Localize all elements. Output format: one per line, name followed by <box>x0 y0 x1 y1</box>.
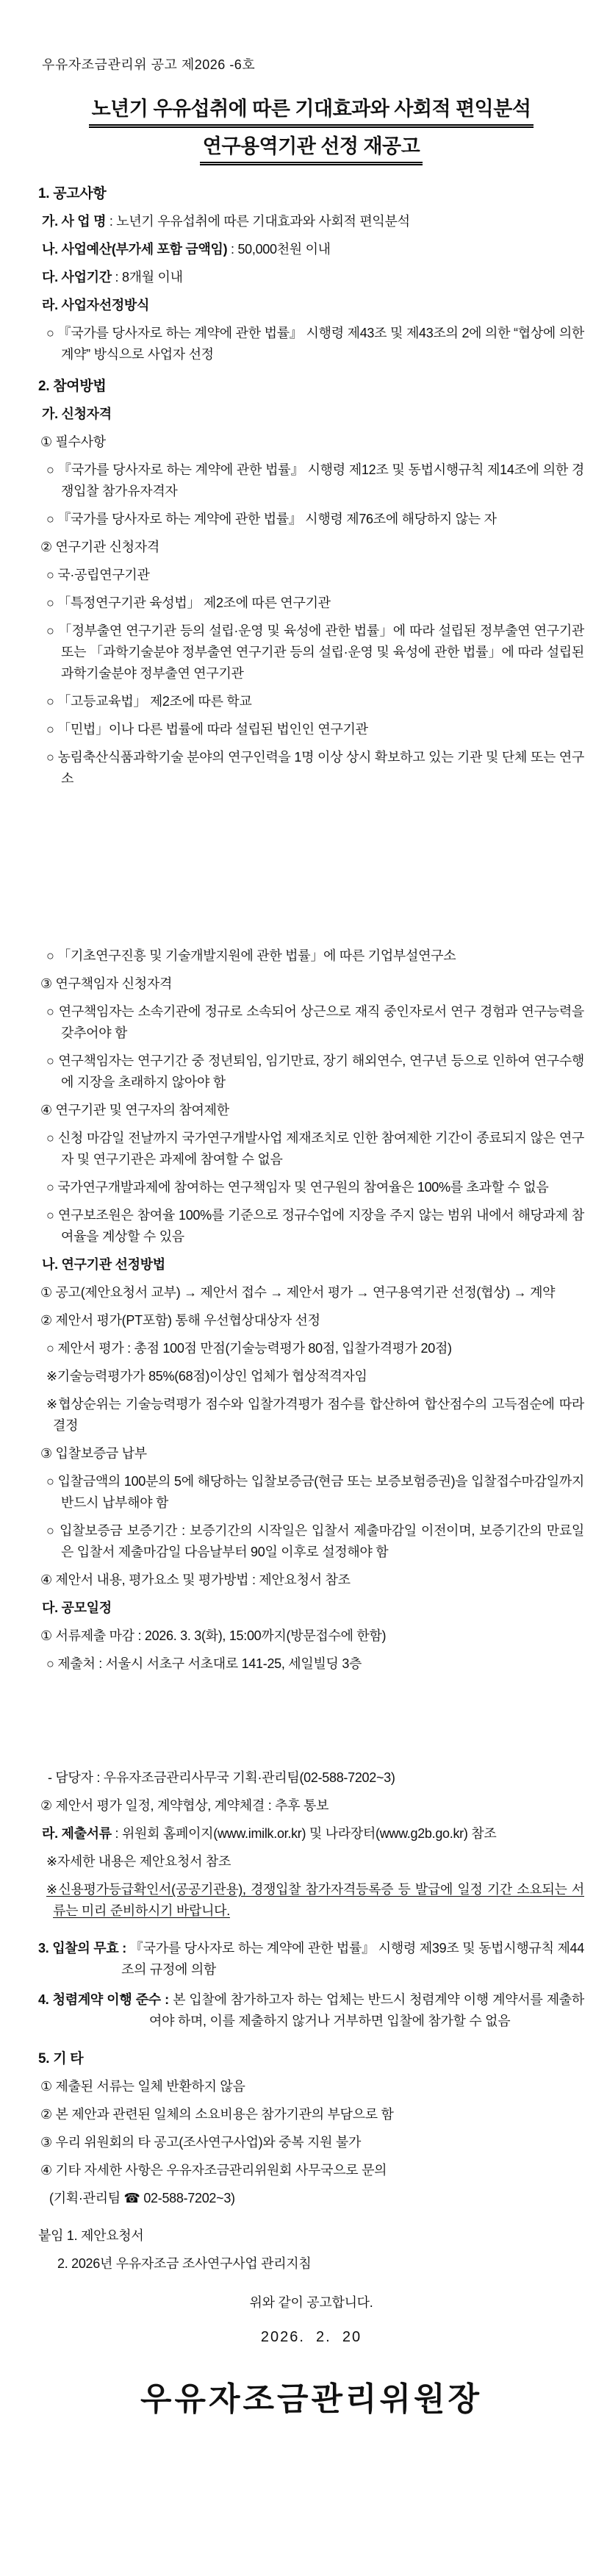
doc-line-39: ○ 제출처 : 서울시 서초구 서초대로 141-25, 세일빌딩 3층 <box>46 1656 362 1671</box>
doc-line-29: ② 제안서 평가(PT포함) 통해 우선협상대상자 선정 <box>40 1313 320 1328</box>
doc-line-11: ○ 『국가를 당사자로 하는 계약에 관한 법률』 시행령 제76조에 해당하지 않는 자 <box>46 512 497 526</box>
section-1-heading: 1. 공고사항 <box>38 186 107 201</box>
line-label: 라. 제출서류 <box>42 1826 112 1841</box>
doc-line-28: ① 공고(제안요청서 교부) → 제안서 접수 → 제안서 평가 → 연구용역기관 선정(협상) → 계약 <box>40 1285 556 1300</box>
doc-line-26: ○ 연구보조원은 참여율 100%를 기준으로 정규수업에 지장을 주지 않는 범위 내에서 해당과제 참여율을 계상할 수 있음 <box>46 1208 584 1244</box>
doc-line-48: ① 제출된 서류는 일체 반환하지 않음 <box>40 2079 245 2094</box>
documents-line <box>38 1823 584 1845</box>
line-value: : 노년기 우유섭취에 따른 기대효과와 사회적 편익분석 <box>106 214 410 229</box>
schedule-heading: 다. 공모일정 <box>42 1600 112 1615</box>
announcement-date: 2026. 2. 20 <box>260 2329 362 2345</box>
project-name-line <box>38 211 584 232</box>
doc-line-41: ② 제안서 평가 일정, 계약협상, 계약체결 : 추후 통보 <box>40 1798 329 1813</box>
doc-line-44: ※신용평가등급확인서(공공기관용), 경쟁입찰 참가자격등록증 등 발급에 일정 기간 소요되는 서류는 미리 준비하시기 바랍니다. <box>46 1882 584 1918</box>
doc-line-6: ○ 『국가를 당사자로 하는 계약에 관한 법률』 시행령 제43조 및 제43조의 2에 의한 “협상에 의한 계약” 방식으로 사업자 선정 <box>46 326 584 362</box>
contact-phone-line: (기획·관리팀 ☎ 02-588-7202~3) <box>49 2191 235 2205</box>
document-title-line2: 연구용역기관 선정 재공고 <box>38 132 584 165</box>
doc-line-31: ※기술능력평가가 85%(68점)이상인 업체가 협상적격자임 <box>46 1369 367 1384</box>
doc-line-21: ○ 연구책임자는 소속기관에 정규로 소속되어 상근으로 재직 중인자로서 연구 경험과 연구능력을 갖추어야 함 <box>46 1004 584 1040</box>
doc-line-33: ③ 입찰보증금 납부 <box>40 1446 147 1461</box>
contact-line: - 담당자 : 우유자조금관리사무국 기획·관리팀(02-588-7202~3) <box>48 1770 395 1785</box>
line-label: 다. 사업기간 <box>42 270 112 285</box>
doc-line-14: ○ 「특정연구기관 육성법」 제2조에 따른 연구기관 <box>46 595 331 610</box>
line-label: 3. 입찰의 무효 : <box>38 1941 130 1956</box>
doc-line-9: ① 필수사항 <box>40 434 106 449</box>
doc-line-10: ○ 『국가를 당사자로 하는 계약에 관한 법률』 시행령 제12조 및 동법시행규칙 제14조에 의한 경쟁입찰 참가유자격자 <box>46 462 584 498</box>
doc-line-18: ○ 농림축산식품과학기술 분야의 연구인력을 1명 이상 상시 확보하고 있는 기관 및 단체 또는 연구소 <box>46 750 584 786</box>
selection-process-heading: 나. 연구기관 선정방법 <box>42 1257 165 1272</box>
line-label: 라. 사업자선정방식 <box>42 298 150 312</box>
doc-line-49: ② 본 제안과 관련된 일체의 소요비용은 참가기관의 부담으로 함 <box>40 2107 394 2122</box>
document-title <box>38 95 584 165</box>
line-label: 나. 사업예산(부가세 포함 금액임) <box>42 242 228 257</box>
document-body <box>38 183 584 2422</box>
doc-line-35: ○ 입찰보증금 보증기간 : 보증기간의 시작일은 입찰서 제출마감일 이전이며, 보증기간의 만료일은 입찰서 제출마감일 다음날부터 90일 이후로 설정해야 함 <box>46 1523 584 1559</box>
doc-line-32: ※협상순위는 기술능력평가 점수와 입찰가격평가 점수를 합산하여 합산점수의 고득점순에 따라 결정 <box>46 1397 584 1433</box>
closing-statement: 위와 같이 공고합니다. <box>249 2295 373 2310</box>
application-qualification-heading: 가. 신청자격 <box>42 407 112 421</box>
doc-line-13: ○ 국·공립연구기관 <box>46 568 150 582</box>
doc-line-43: ※자세한 내용은 제안요청서 참조 <box>46 1854 231 1869</box>
selection-method-heading <box>38 295 584 316</box>
doc-line-24: ○ 신청 마감일 전날까지 국가연구개발사업 제재조치로 인한 참여제한 기간이 종료되지 않은 연구자 및 연구기관은 과제에 참여할 수 없음 <box>46 1131 584 1167</box>
signature: 우유자조금관리위원장 <box>140 2381 483 2417</box>
period-line <box>38 267 584 288</box>
section-2-heading: 2. 참여방법 <box>38 379 107 394</box>
line-label: 4. 청렴계약 이행 준수 : <box>38 1992 173 2007</box>
doc-line-22: ○ 연구책임자는 연구기간 중 정년퇴임, 임기만료, 장기 해외연수, 연구년 등으로 인하여 연구수행에 지장을 초래하지 않아야 함 <box>46 1053 584 1090</box>
doc-line-23: ④ 연구기관 및 연구자의 참여제한 <box>40 1103 229 1117</box>
line-label: 가. 사 업 명 <box>42 214 107 229</box>
doc-line-34: ○ 입찰금액의 100분의 5에 해당하는 입찰보증금(현금 또는 보증보험증권)을 입찰접수마감일까지 반드시 납부해야 함 <box>46 1474 584 1510</box>
section-5-heading: 5. 기 타 <box>38 2051 84 2067</box>
doc-line-19: ○ 「기초연구진흥 및 기술개발지원에 관한 법률」에 따른 기업부설연구소 <box>46 948 456 963</box>
line-value: 본 입찰에 참가하고자 하는 업체는 반드시 청렴계약 이행 계약서를 제출하여야 하며, 이를 제출하지 않거나 거부하면 입찰에 참가할 수 없음 <box>149 1992 584 2028</box>
line-value: 『국가를 당사자로 하는 계약에 관한 법률』 시행령 제39조 및 동법시행규칙 제44조의 규정에 의함 <box>121 1941 584 1977</box>
attachment-2: 2. 2026년 우유자조금 조사연구사업 관리지침 <box>57 2256 312 2271</box>
attachment-1: 붙임 1. 제안요청서 <box>38 2228 144 2243</box>
doc-line-38: ① 서류제출 마감 : 2026. 3. 3(화), 15:00까지(방문접수에 한함) <box>40 1628 387 1643</box>
doc-line-17: ○ 「민법」이나 다른 법률에 따라 설립된 법인인 연구기관 <box>46 722 368 737</box>
doc-line-51: ④ 기타 자세한 사항은 우유자조금관리위원회 사무국으로 문의 <box>40 2163 387 2178</box>
doc-line-15: ○ 「정부출연 연구기관 등의 설립·운영 및 육성에 관한 법률」에 따라 설립된 정부출연 연구기관 또는 「과학기술분야 정부출연 연구기관 등의 설립·운영 및 육성에 관한 법률」에 따라 설립된 과학기술분야 정부출연 연구기관 <box>46 623 584 681</box>
doc-line-30: ○ 제안서 평가 : 총점 100점 만점(기술능력평가 80점, 입찰가격평가 20점) <box>46 1341 452 1356</box>
doc-line-50: ③ 우리 위원회의 타 공고(조사연구사업)와 중복 지원 불가 <box>40 2135 362 2150</box>
doc-line-25: ○ 국가연구개발과제에 참여하는 연구책임자 및 연구원의 참여율은 100%를 초과할 수 없음 <box>46 1180 549 1195</box>
doc-line-20: ③ 연구책임자 신청자격 <box>40 976 173 991</box>
section-4-integrity-contract <box>38 1989 584 2032</box>
doc-line-12: ② 연구기관 신청자격 <box>40 540 159 554</box>
line-value: : 위원회 홈페이지(www.imilk.or.kr) 및 나라장터(www.g2b.go.kr) 참조 <box>111 1826 497 1841</box>
document-title-line1: 노년기 우유섭취에 따른 기대효과와 사회적 편익분석 <box>38 95 584 128</box>
line-value: : 8개월 이내 <box>111 270 183 285</box>
notice-number: 우유자조금관리위 공고 제2026 -6호 <box>42 57 256 72</box>
section-3-invalid-bid <box>38 1938 584 1981</box>
budget-line <box>38 239 584 260</box>
doc-line-36: ④ 제안서 내용, 평가요소 및 평가방법 : 제안요청서 참조 <box>40 1573 351 1587</box>
doc-line-16: ○ 「고등교육법」 제2조에 따른 학교 <box>46 694 252 709</box>
line-value: : 50,000천원 이내 <box>227 242 331 257</box>
